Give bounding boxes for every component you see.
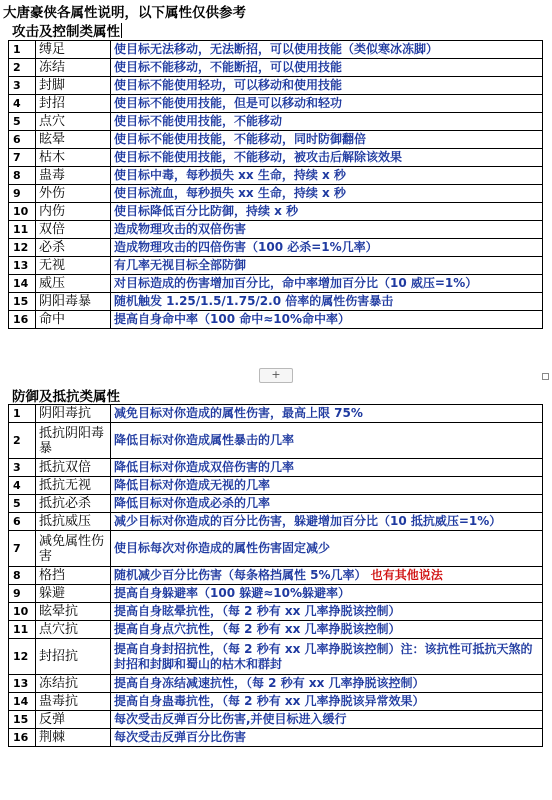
table-row [9, 423, 543, 459]
description-text: 使目标不能使用技能，不能移动 [114, 114, 283, 128]
row-number: 9 [9, 185, 36, 203]
attribute-name: 阴阳毒暴 [36, 293, 111, 311]
row-number: 11 [9, 621, 36, 639]
row-number: 1 [9, 41, 36, 59]
row-number: 13 [9, 257, 36, 275]
description-text: 使目标中毒，每秒损失 xx 生命，持续 x 秒 [114, 168, 346, 182]
row-number: 5 [9, 495, 36, 513]
attribute-name: 反弹 [36, 711, 111, 729]
attack-control-table [8, 40, 543, 329]
text-cursor [121, 23, 122, 38]
attribute-name: 抵抗无视 [36, 477, 111, 495]
attribute-description [111, 131, 543, 149]
row-number: 3 [9, 77, 36, 95]
attribute-name: 眩晕 [36, 131, 111, 149]
attribute-description [111, 113, 543, 131]
section-title-defense-resist: 防御及抵抗类属性 [12, 389, 120, 405]
attribute-description [111, 495, 543, 513]
description-text: 对目标造成的伤害增加百分比，命中率增加百分比（10 威压=1%） [114, 276, 478, 290]
attribute-description [111, 567, 543, 585]
row-number: 14 [9, 693, 36, 711]
table-row [9, 603, 543, 621]
attribute-description [111, 477, 543, 495]
table-row [9, 405, 543, 423]
attribute-description [111, 257, 543, 275]
description-text: 使目标不能使用技能，不能移动，被攻击后解除该效果 [114, 150, 403, 164]
row-number: 7 [9, 149, 36, 167]
table-row [9, 293, 543, 311]
attribute-name: 冻结抗 [36, 675, 111, 693]
attribute-description [111, 459, 543, 477]
description-text: 使目标降低百分比防御，持续 x 秒 [114, 204, 299, 218]
attribute-name: 封招抗 [36, 639, 111, 675]
table-row [9, 621, 543, 639]
attribute-description [111, 221, 543, 239]
section-title-attack-control: 攻击及控制类属性 [12, 24, 120, 40]
table-row [9, 95, 543, 113]
table-row [9, 221, 543, 239]
row-number: 8 [9, 567, 36, 585]
attribute-name: 躲避 [36, 585, 111, 603]
row-number: 14 [9, 275, 36, 293]
attribute-description [111, 95, 543, 113]
row-number: 11 [9, 221, 36, 239]
attribute-description [111, 711, 543, 729]
table-row [9, 59, 543, 77]
row-number: 16 [9, 729, 36, 747]
attribute-name: 外伤 [36, 185, 111, 203]
attribute-name: 威压 [36, 275, 111, 293]
attribute-description [111, 167, 543, 185]
attribute-description [111, 149, 543, 167]
attribute-description [111, 585, 543, 603]
row-number: 10 [9, 203, 36, 221]
table-row [9, 203, 543, 221]
table-row [9, 639, 543, 675]
row-number: 4 [9, 477, 36, 495]
attribute-name: 格挡 [36, 567, 111, 585]
attribute-name: 点穴抗 [36, 621, 111, 639]
attribute-description [111, 239, 543, 257]
description-text: 造成物理攻击的四倍伤害（100 必杀=1%几率） [114, 240, 378, 254]
row-number: 6 [9, 131, 36, 149]
attribute-name: 蛊毒 [36, 167, 111, 185]
attribute-description [111, 293, 543, 311]
table-row [9, 311, 543, 329]
attribute-name: 无视 [36, 257, 111, 275]
table-row [9, 185, 543, 203]
row-number: 9 [9, 585, 36, 603]
table-row [9, 585, 543, 603]
description-text: 降低目标对你造成无视的几率 [114, 478, 271, 492]
description-text: 降低目标对你造成必杀的几率 [114, 496, 271, 510]
attribute-description [111, 203, 543, 221]
attribute-name: 内伤 [36, 203, 111, 221]
row-number: 6 [9, 513, 36, 531]
table-row [9, 149, 543, 167]
table-row [9, 275, 543, 293]
description-text: 提高自身点穴抗性，（每 2 秒有 xx 几率挣脱该控制） [114, 622, 401, 636]
page-title: 大唐豪侠各属性说明，以下属性仅供参考 [3, 5, 246, 21]
attribute-description [111, 423, 543, 459]
description-text: 降低目标对你造成属性暴击的几率 [114, 433, 295, 447]
row-number: 1 [9, 405, 36, 423]
row-number: 5 [9, 113, 36, 131]
attribute-name: 减免属性伤害 [36, 531, 111, 567]
table-row [9, 693, 543, 711]
description-text: 使目标不能移动，不能断招，可以使用技能 [114, 60, 343, 74]
table-row [9, 459, 543, 477]
row-number: 2 [9, 423, 36, 459]
description-text: 使目标不能使用技能，不能移动，同时防御翻倍 [114, 132, 367, 146]
description-text: 提高自身躲避率（100 躲避≈10%躲避率） [114, 586, 351, 600]
table-row [9, 675, 543, 693]
table-insert-row-button[interactable]: + [259, 368, 293, 383]
description-note: 也有其他说法 [370, 568, 443, 582]
row-number: 15 [9, 711, 36, 729]
row-number: 13 [9, 675, 36, 693]
row-number: 3 [9, 459, 36, 477]
description-text: 降低目标对你造成双倍伤害的几率 [114, 460, 295, 474]
table-row [9, 711, 543, 729]
attribute-name: 荆棘 [36, 729, 111, 747]
attribute-description [111, 311, 543, 329]
row-number: 7 [9, 531, 36, 567]
table-row [9, 131, 543, 149]
attribute-description [111, 59, 543, 77]
row-number: 12 [9, 639, 36, 675]
attribute-description [111, 275, 543, 293]
attribute-description [111, 639, 543, 675]
table-row [9, 77, 543, 95]
description-text: 减免目标对你造成的属性伤害，最高上限 75% [114, 406, 363, 420]
attribute-description [111, 675, 543, 693]
attribute-name: 封脚 [36, 77, 111, 95]
table-row [9, 257, 543, 275]
attribute-description [111, 77, 543, 95]
attribute-name: 阴阳毒抗 [36, 405, 111, 423]
attribute-description [111, 531, 543, 567]
attribute-name: 抵抗阴阳毒暴 [36, 423, 111, 459]
row-number: 15 [9, 293, 36, 311]
table-row [9, 239, 543, 257]
row-number: 12 [9, 239, 36, 257]
description-text: 使目标无法移动，无法断招，可以使用技能（类似寒冰冻脚） [114, 42, 439, 56]
description-text: 随机减少百分比伤害（每条格挡属性 5%几率） [114, 568, 367, 582]
description-text: 提高自身蛊毒抗性，（每 2 秒有 xx 几率挣脱该异常效果） [114, 694, 425, 708]
attribute-name: 抵抗必杀 [36, 495, 111, 513]
attribute-description [111, 729, 543, 747]
description-text: 提高自身眩晕抗性，（每 2 秒有 xx 几率挣脱该控制） [114, 604, 401, 618]
description-text: 提高自身冻结减速抗性，（每 2 秒有 xx 几率挣脱该控制） [114, 676, 425, 690]
attribute-name: 抵抗双倍 [36, 459, 111, 477]
attribute-name: 缚足 [36, 41, 111, 59]
row-number: 2 [9, 59, 36, 77]
description-text: 减少目标对你造成的百分比伤害，躲避增加百分比（10 抵抗威压=1%） [114, 514, 502, 528]
table-row [9, 167, 543, 185]
attribute-name: 双倍 [36, 221, 111, 239]
attribute-name: 点穴 [36, 113, 111, 131]
table-row [9, 495, 543, 513]
description-text: 造成物理攻击的双倍伤害 [114, 222, 247, 236]
row-number: 16 [9, 311, 36, 329]
table-row [9, 531, 543, 567]
row-number: 10 [9, 603, 36, 621]
description-text: 提高自身命中率（100 命中≈10%命中率） [114, 312, 351, 326]
description-text: 有几率无视目标全部防御 [114, 258, 247, 272]
description-text: 使目标不能使用轻功，可以移动和使用技能 [114, 78, 343, 92]
attribute-description [111, 693, 543, 711]
attribute-name: 眩晕抗 [36, 603, 111, 621]
attribute-description [111, 41, 543, 59]
attribute-description [111, 185, 543, 203]
attribute-name: 封招 [36, 95, 111, 113]
table-row [9, 41, 543, 59]
attribute-name: 枯木 [36, 149, 111, 167]
row-number: 4 [9, 95, 36, 113]
attribute-name: 冻结 [36, 59, 111, 77]
table-row [9, 477, 543, 495]
table-row [9, 513, 543, 531]
defense-resist-table [8, 404, 543, 747]
description-text: 每次受击反弹百分比伤害,并使目标进入缓行 [114, 712, 347, 726]
attribute-description [111, 513, 543, 531]
table-row [9, 729, 543, 747]
attribute-description [111, 405, 543, 423]
table-row [9, 113, 543, 131]
attribute-description [111, 621, 543, 639]
description-text: 随机触发 1.25/1.5/1.75/2.0 倍率的属性伤害暴击 [114, 294, 394, 308]
attribute-name: 必杀 [36, 239, 111, 257]
attribute-name: 蛊毒抗 [36, 693, 111, 711]
row-number: 8 [9, 167, 36, 185]
description-text: 使目标不能使用技能，但是可以移动和轻功 [114, 96, 343, 110]
attribute-name: 命中 [36, 311, 111, 329]
table-resize-handle[interactable] [542, 373, 549, 380]
description-text: 提高自身封招抗性，（每 2 秒有 xx 几率挣脱该控制）注：该抗性可抵抗天煞的封招和封脚和蜀山的枯木和群封 [114, 641, 533, 671]
table-row [9, 567, 543, 585]
attribute-description [111, 603, 543, 621]
description-text: 使目标流血，每秒损失 xx 生命，持续 x 秒 [114, 186, 346, 200]
description-text: 每次受击反弹百分比伤害 [114, 730, 247, 744]
description-text: 使目标每次对你造成的属性伤害固定减少 [114, 541, 331, 555]
attribute-name: 抵抗威压 [36, 513, 111, 531]
